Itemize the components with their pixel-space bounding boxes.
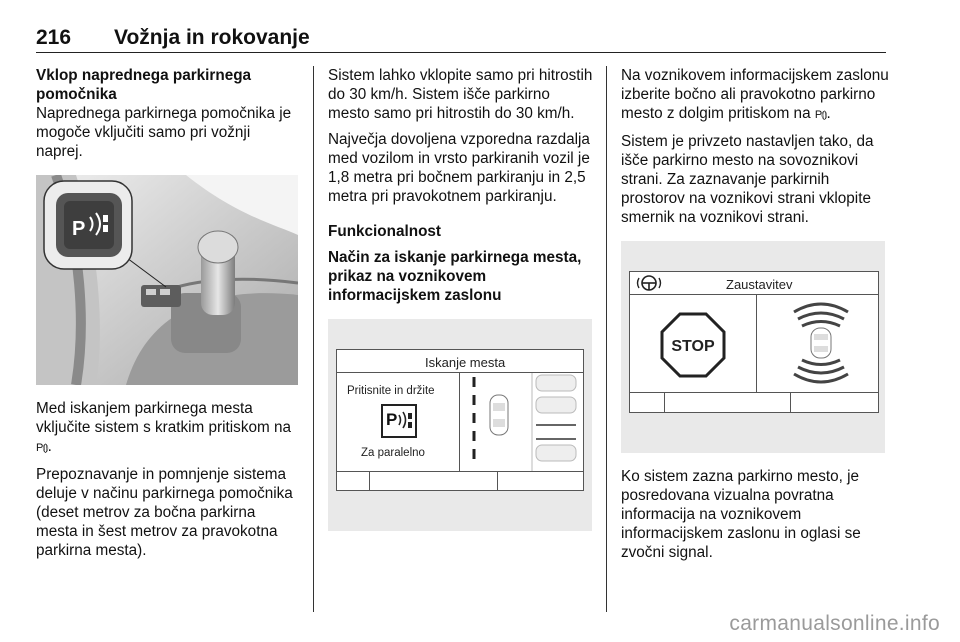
paragraph: Med iskanjem parkirnega mesta vključite sistem s kratkim pritiskom na P⦅⦆. xyxy=(36,400,291,455)
gear-console-illustration xyxy=(36,175,298,385)
paragraph: Sistem je privzeto nastavljen tako, da išče parkirno mesto na sovoznikovi strani. Za zaznavanje parkirnih prostorov na voznikovi strani vklopite smernik na voznikovi strani. xyxy=(621,133,874,226)
page-title: Vožnja in rokovanje xyxy=(114,26,310,49)
column-1 xyxy=(36,66,300,567)
paragraph: Ko sistem zazna parkirno mesto, je posredovana vizualna povratna informacija na voznikovem informacijskem zaslonu in oglasi se zvočni signal. xyxy=(621,468,861,561)
page-header xyxy=(36,24,886,53)
column-divider xyxy=(606,66,607,612)
section-heading: Funkcionalnost xyxy=(328,223,442,240)
subsection-heading: Način za iskanje parkirnega mesta, prikaz na voznikovem informacijskem zaslonu xyxy=(328,249,582,304)
paragraph: Največja dovoljena vzporedna razdalja med vozilom in vrsto parkiranih vozil je 1,8 metra pri bočnem parkiranju in 2,5 metra pri pravokotnem parkiranju. xyxy=(328,131,590,205)
figure-stop-display xyxy=(621,241,885,453)
figure-search-display xyxy=(328,319,592,531)
stop-sign-icon xyxy=(660,312,726,378)
park-assist-symbol: P⦅⦆ xyxy=(36,442,48,454)
display-mode: Za paralelno xyxy=(361,447,425,459)
column-3 xyxy=(621,66,889,569)
column-divider xyxy=(313,66,314,612)
column-2 xyxy=(328,66,594,545)
parking-lane-graphic xyxy=(460,373,582,471)
display-title: Iskanje mesta xyxy=(425,355,506,370)
paragraph: Prepoznavanje in pomnjenje sistema deluje v načinu parkirnega pomočnika (deset metrov za bočna parkirna mesta in šest metrov za pravokotna parkirna mesta). xyxy=(36,466,293,559)
paragraph: Sistem lahko vklopite samo pri hitrostih do 30 km/h. Sistem išče parkirno mesto samo pri hitrostih do 30 km/h. xyxy=(328,67,593,122)
figure-gear-console xyxy=(36,175,298,385)
display-instruction: Pritisnite in držite xyxy=(347,385,435,397)
steering-wheel-icon xyxy=(636,274,662,292)
display-title: Zaustavitev xyxy=(726,277,793,292)
park-assist-icon: P xyxy=(381,404,417,438)
driver-info-display xyxy=(629,271,879,413)
page-number: 216 xyxy=(36,26,72,49)
paragraph: Na voznikovem informacijskem zaslonu izberite bočno ali pravokotno parkirno mesto z dolgim pritiskom na P⦅⦆. xyxy=(621,67,889,122)
driver-info-display xyxy=(336,349,584,491)
stop-label: STOP xyxy=(671,338,715,355)
park-assist-symbol: P⦅⦆ xyxy=(814,109,827,121)
park-assist-button-label: P xyxy=(72,218,86,240)
sensor-car-graphic xyxy=(776,296,866,390)
section-heading: Vklop naprednega parkirnega pomočnika xyxy=(36,67,252,103)
watermark: carmanualsonline.info xyxy=(729,612,940,635)
paragraph: Naprednega parkirnega pomočnika je mogoče vključiti samo pri vožnji naprej. xyxy=(36,105,292,160)
